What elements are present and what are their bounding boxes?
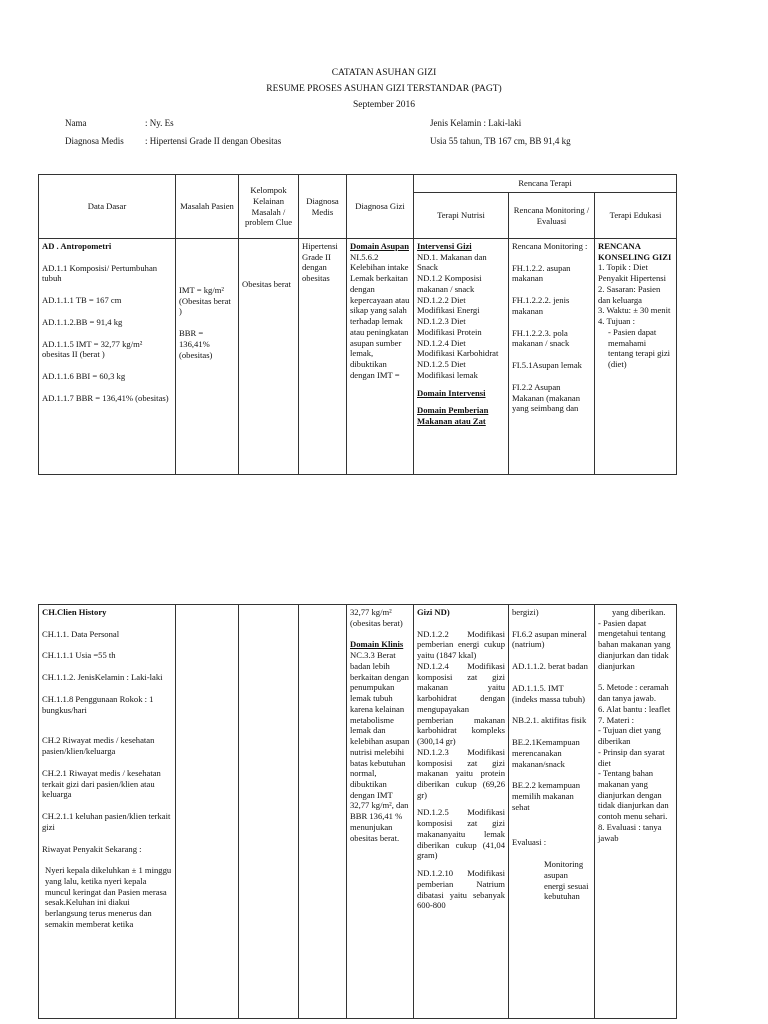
- monitoring-line: BE.2.1Kemampuan merencanakan makanan/snack: [512, 737, 580, 769]
- terapi-nutrisi-cell-2: [414, 605, 509, 1019]
- empty-cell: [239, 605, 299, 1019]
- edukasi-item: 2. Sasaran: Pasien dan keluarga: [598, 283, 661, 305]
- imt-line: IMT = kg/m²: [179, 285, 224, 295]
- bbr-line: BBR = 136,41% (obesitas): [179, 328, 213, 360]
- pagt-table-1: [38, 174, 677, 475]
- obesitas-line: (Obesitas berat ): [179, 295, 231, 317]
- data-line: AD.1.1 Komposisi/ Pertumbuhan tubuh: [42, 262, 158, 284]
- edukasi-item: - Pasien dapat memahami tentang terapi gizi (diet): [608, 326, 671, 370]
- domain-pemberian: Domain Pemberian Makanan atau Zat: [417, 405, 489, 427]
- domain-intervensi: Domain Intervensi: [417, 387, 486, 398]
- diagnosa-label: Diagnosa Medis: [65, 136, 124, 146]
- edukasi-line: 7. Materi :: [598, 714, 635, 725]
- monitoring-line: FI.6.2 asupan mineral (natrium): [512, 628, 587, 650]
- monitoring-line: FI.5.1Asupan lemak: [512, 360, 582, 371]
- header-edukasi: Terapi Edukasi: [595, 193, 677, 239]
- monitoring-line: AD.1.1.2. berat badan: [512, 661, 588, 672]
- masalah-cell: [176, 239, 239, 475]
- header-kelompok: Kelompok Kelainan Masalah / problem Clue: [239, 175, 299, 239]
- history-line: Riwayat Penyakit Sekarang :: [42, 843, 142, 854]
- diagnosa-gizi-text: NI.5.6.2 Kelebihan intake Lemak berkaitan dengan kepercayaan atau sikap yang salah terhadap lemak atau peningkatan asupan sumber lemak, dibuktikan dengan IMT =: [350, 251, 410, 380]
- history-line: CH.1.1.1 Usia =55 th: [42, 650, 116, 661]
- domain-asupan-title: Domain Asupan: [350, 241, 409, 251]
- nutrisi-detail: ND.1.2.3 Modifikasi komposisi zat gizi makanan yaitu protein diberikan cukup (69,26 gr): [417, 746, 505, 800]
- intervensi-title: Intervensi Gizi: [417, 241, 472, 251]
- nutrisi-detail: ND.1.2.4 Modifikasi komposisi zat gizi makanan yaitu karbohidrat dengan mengupayakan pemberian makanan karbohidrat kompleks (300,14 gr): [417, 660, 505, 747]
- nutrisi-detail: ND.1.2.10 Modifikasi pemberian Natrium dibatasi yaitu sebanyak 600-800: [417, 868, 505, 911]
- data-line: AD.1.1.2.BB = 91,4 kg: [42, 316, 123, 327]
- data-line: AD.1.1.1 TB = 167 cm: [42, 295, 122, 306]
- client-history-cell: [39, 605, 176, 1019]
- edukasi-line: - Pasien dapat mengetahui tentang bahan makanan yang dianjurkan dan tidak dianjurkan: [598, 617, 671, 671]
- monitoring-line: FH.1.2.2.2. jenis makanan: [512, 295, 570, 316]
- monitoring-line: FH.1.2.2.3. pola makanan / snack: [512, 327, 570, 349]
- edukasi-line: - Tentang bahan makanan yang dianjurkan dengan tidak dianjurkan dan contoh menu sehari.: [598, 768, 669, 822]
- monitoring-line: bergizi): [512, 607, 539, 617]
- edukasi-item: 3. Waktu: ± 30 menit: [598, 305, 671, 316]
- empty-cell: [176, 605, 239, 1019]
- edukasi-line: 5. Metode : ceramah dan tanya jawab.: [598, 682, 669, 704]
- nutrisi-detail: ND.1.2.5 Modifikasi komposisi zat gizi makananyaitu lemak diberikan cukup (41,04 gram): [417, 807, 505, 861]
- history-line: CH.1.1.8 Penggunaan Rokok : 1 bungkus/hari: [42, 693, 154, 715]
- edukasi-line: - Tujuan diet yang diberikan: [598, 725, 661, 747]
- header-terapi-nutrisi: Terapi Nutrisi: [414, 193, 509, 239]
- header-masalah: Masalah Pasien: [176, 175, 239, 239]
- diagnosa-medis-cell: Hipertensi Grade II dengan obesitas: [299, 239, 347, 475]
- header-data-dasar: Data Dasar: [39, 175, 176, 239]
- kelompok-value: Obesitas berat: [242, 279, 291, 289]
- edukasi-line: 8. Evaluasi : tanya jawab: [598, 821, 662, 843]
- nutrisi-line: ND.1.2.3 Diet Modifikasi Protein: [417, 316, 482, 337]
- data-line: AD.1.1.6 BBI = 60,3 kg: [42, 371, 126, 382]
- edukasi-item: 4. Tujuan :: [598, 316, 636, 327]
- history-line: Nyeri kepala dikeluhkan ± 1 minggu yang lalu, ketika nyeri kepala muncul keringat dan Pasien merasa sesak.Keluhan ini diakui berlangsung terus menerus dan semakin memberat ketika: [45, 865, 172, 929]
- edukasi-cell: [595, 239, 677, 475]
- usia-info: Usia 55 tahun, TB 167 cm, BB 91,4 kg: [430, 136, 571, 146]
- history-line: CH.1.1. Data Personal: [42, 628, 120, 639]
- nutrisi-line: ND.1. Makanan dan Snack: [417, 251, 487, 273]
- evaluasi-text: Monitoring asupan energi sesuai kebutuhan: [544, 859, 589, 902]
- nutrisi-line: ND.1.2.4 Diet Modifikasi Karbohidrat: [417, 337, 499, 359]
- edukasi-line: - Prinsip dan syarat diet: [598, 746, 665, 768]
- history-line: CH.2.1.1 keluhan pasien/klien terkait gizi: [42, 811, 171, 832]
- data-dasar-cell: [39, 239, 176, 475]
- antropometri-title: AD . Antropometri: [42, 241, 112, 251]
- doc-title: CATATAN ASUHAN GIZI: [331, 68, 437, 78]
- header-rencana-terapi: Rencana Terapi: [414, 175, 677, 193]
- data-line: AD.1.1.7 BBR = 136,41% (obesitas): [42, 392, 169, 403]
- nutrisi-line: ND.1.2.2 Diet Modifikasi Energi: [417, 294, 480, 316]
- monitoring-cell-2: [509, 605, 595, 1019]
- client-history-title: CH.Clien History: [42, 607, 107, 617]
- diagnosa-gizi-cell: [347, 239, 414, 475]
- pagt-table-2: [38, 604, 677, 1019]
- diagnosa-klinis-text: NC.3.3 Berat badan lebih berkaitan dengan penumpukan lemak tubuh karena kelainan metabolisme lemak dan kelebihan asupan nutrisi melebihi batas kebutuhan normal, dibuktikan dengan IMT 32,77 kg/m², dan BBR 136,41 % menunjukan obesitas berat.: [350, 650, 410, 843]
- doc-subtitle: RESUME PROSES ASUHAN GIZI TERSTANDAR (PAGT): [266, 84, 502, 94]
- konseling-title: RENCANA KONSELING GIZI: [598, 241, 672, 262]
- kelompok-cell: [239, 239, 299, 475]
- history-line: CH.2 Riwayat medis / kesehatan pasien/klien/keluarga: [42, 735, 155, 757]
- edukasi-cell-2: [595, 605, 677, 1019]
- history-line: CH.2.1 Riwayat medis / kesehatan terkait gizi dari pasien/klien atau keluarga: [42, 767, 161, 800]
- doc-date: September 2016: [352, 100, 415, 110]
- domain-klinis-title: Domain Klinis: [350, 639, 404, 650]
- monitoring-line: NB.2.1. aktifitas fisik: [512, 715, 587, 726]
- gizi-nd-title: Gizi ND): [417, 607, 450, 617]
- nama-value: : Ny. Es: [145, 118, 174, 128]
- monitoring-line: FI.2.2 Asupan Makanan (makanan yang seimbang dan: [512, 381, 581, 414]
- header-diagnosa-gizi: Diagnosa Gizi: [347, 175, 414, 239]
- diagnosa-gizi-cell-2: [347, 605, 414, 1019]
- monitoring-line: AD.1.1.5. IMT (indeks massa tubuh): [512, 682, 586, 704]
- evaluasi-label: Evaluasi :: [512, 836, 547, 847]
- edukasi-line: 6. Alat bantu : leaflet: [598, 703, 671, 714]
- diagnosa-value: : Hipertensi Grade II dengan Obesitas: [145, 136, 282, 146]
- jenis-kelamin: Jenis Kelamin : Laki-laki: [430, 118, 522, 128]
- edukasi-line: yang diberikan.: [612, 607, 666, 617]
- nutrisi-line: ND.1.2 Komposisi makanan / snack: [417, 273, 482, 294]
- header-monitoring: Rencana Monitoring / Evaluasi: [509, 193, 595, 239]
- terapi-nutrisi-cell: [414, 239, 509, 475]
- monitoring-cell: [509, 239, 595, 475]
- header-diagnosa-medis: Diagnosa Medis: [299, 175, 347, 239]
- edukasi-item: 1. Topik : Diet Penyakit Hipertensi: [598, 262, 667, 284]
- nutrisi-detail: ND.1.2.2 Modifikasi pemberian energi cukup yaitu (1847 kkal): [417, 628, 505, 661]
- data-line: AD.1.1.5 IMT = 32,77 kg/m² obesitas II (berat ): [42, 338, 143, 360]
- monitoring-line: BE.2.2 kemampuan memilih makanan sehat: [512, 780, 581, 812]
- nutrisi-line: ND.1.2.5 Diet Modifikasi lemak: [417, 359, 478, 380]
- monitoring-line: Rencana Monitoring :: [512, 241, 588, 251]
- empty-cell: [299, 605, 347, 1019]
- monitoring-line: FH.1.2.2. asupan makanan: [512, 262, 571, 284]
- nama-label: Nama: [65, 118, 87, 128]
- imt-continuation: 32,77 kg/m² (obesitas berat): [350, 607, 403, 628]
- history-line: CH.1.1.2. JenisKelamin : Laki-laki: [42, 672, 163, 683]
